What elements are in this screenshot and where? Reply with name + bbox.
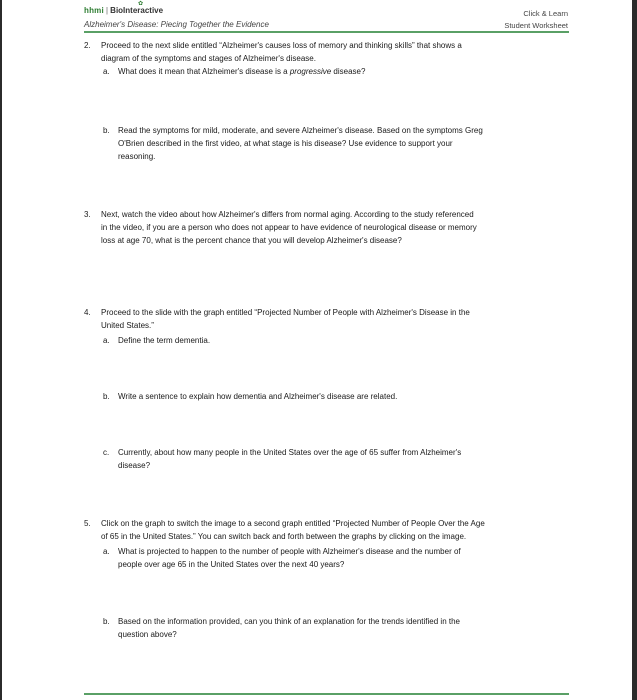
part-letter: a. xyxy=(103,547,110,556)
question-text-line: loss at age 70, what is the percent chance that you will develop Alzheimer's disease? xyxy=(101,236,402,245)
part-text-line: Based on the information provided, can you think of an explanation for the trends identified in the xyxy=(118,617,460,626)
part-text-line: What is projected to happen to the number of people with Alzheimer's disease and the number of xyxy=(118,547,461,556)
part-text-line: question above? xyxy=(118,630,177,639)
header-tag-student-worksheet: Student Worksheet xyxy=(504,21,568,30)
question-text-line: Next, watch the video about how Alzheimer's differs from normal aging. According to the study referenced xyxy=(101,210,474,219)
header-tag-click-learn: Click & Learn xyxy=(523,9,568,18)
left-page-edge xyxy=(0,0,2,700)
question-text-line: United States.” xyxy=(101,321,154,330)
footer-divider xyxy=(84,693,569,695)
leaf-icon: ✿ xyxy=(138,1,144,7)
question-number: 3. xyxy=(84,210,91,219)
question-text-line: diagram of the symptoms and stages of Alzheimer's disease. xyxy=(101,54,316,63)
question-text-line: in the video, if you are a person who does not appear to have evidence of neurological disease or memory xyxy=(101,223,477,232)
part-letter: b. xyxy=(103,126,110,135)
part-letter: b. xyxy=(103,392,110,401)
part-letter: b. xyxy=(103,617,110,626)
part-text-line: Define the term dementia. xyxy=(118,336,211,345)
document-title: Alzheimer's Disease: Piecing Together the Evidence xyxy=(84,20,269,29)
question-number: 4. xyxy=(84,308,91,317)
part-text-line: Currently, about how many people in the United States over the age of 65 suffer from Alzheimer's xyxy=(118,448,462,457)
part-letter: a. xyxy=(103,336,110,345)
part-letter: c. xyxy=(103,448,110,457)
question-number: 2. xyxy=(84,41,91,50)
part-letter: a. xyxy=(103,67,110,76)
part-text-line: reasoning. xyxy=(118,152,156,161)
question-text-line: Proceed to the next slide entitled “Alzheimer's causes loss of memory and thinking skills” that shows a xyxy=(101,41,462,50)
question-text-line: Click on the graph to switch the image to a second graph entitled “Projected Number of People Over the Age xyxy=(101,519,485,528)
question-text-line: of 65 in the United States.” You can switch back and forth between the graphs by clicking on the image. xyxy=(101,532,467,541)
brand-logo: hhmi | BioInteractive xyxy=(84,6,164,15)
part-text-line: Write a sentence to explain how dementia and Alzheimer's disease are related. xyxy=(118,392,398,401)
question-number: 5. xyxy=(84,519,91,528)
part-text-line: O'Brien described in the first video, at what stage is his disease? Use evidence to support your xyxy=(118,139,453,148)
question-text-line: Proceed to the slide with the graph entitled “Projected Number of People with Alzheimer's Disease in the xyxy=(101,308,470,317)
part-text-line: What does it mean that Alzheimer's disease is a progressive disease? xyxy=(118,67,366,76)
emphasis-progressive: progressive xyxy=(289,67,332,76)
part-text-line: disease? xyxy=(118,461,151,470)
part-text-line: people over age 65 in the United States over the next 40 years? xyxy=(118,560,345,569)
part-text-line: Read the symptoms for mild, moderate, and severe Alzheimer's disease. Based on the symptoms Greg xyxy=(118,126,483,135)
header-divider xyxy=(84,31,569,33)
right-page-edge xyxy=(632,0,637,700)
